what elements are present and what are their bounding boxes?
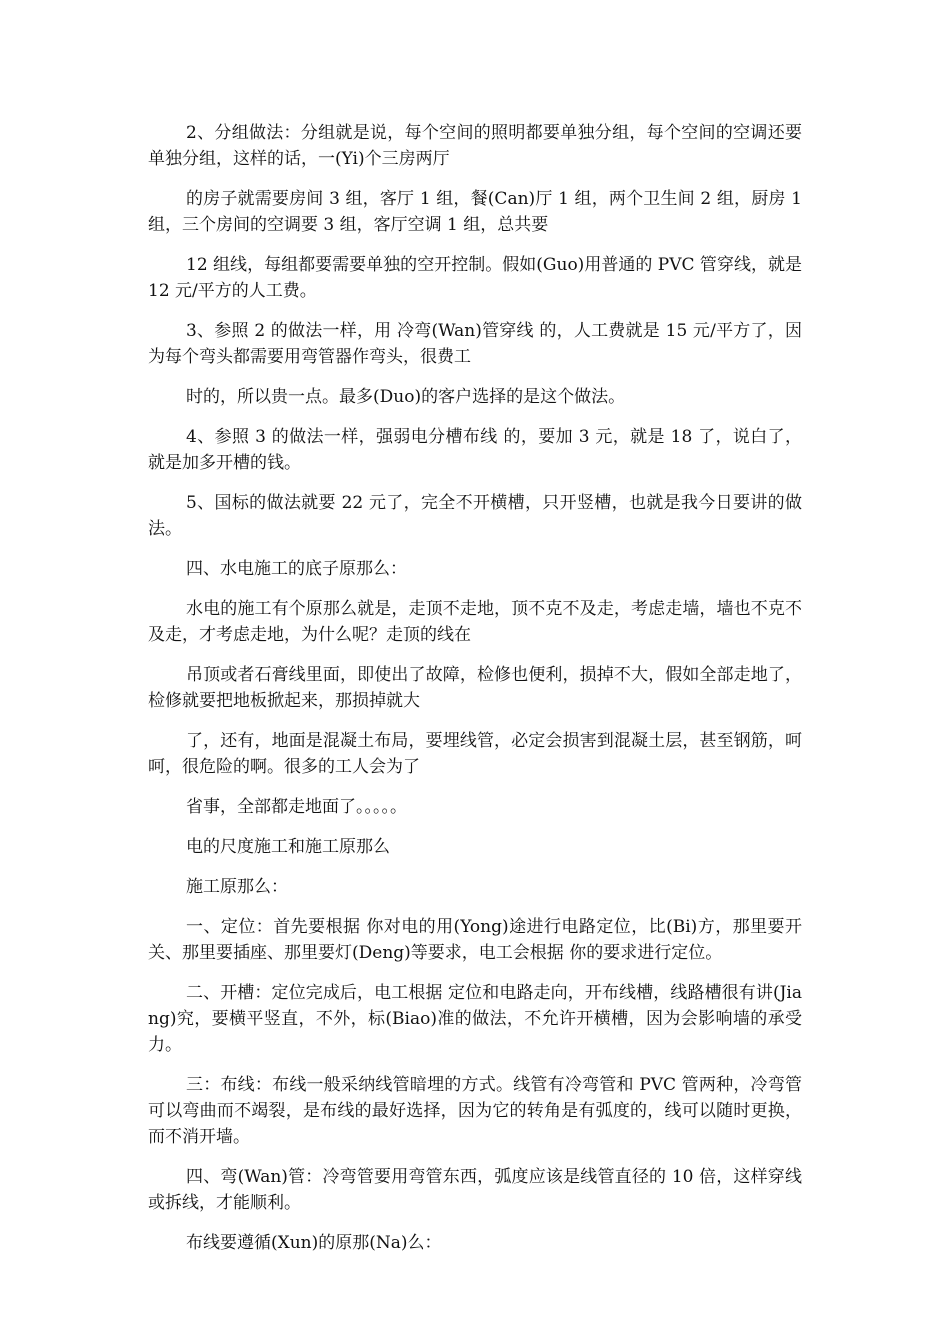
paragraph: 三：布线：布线一般采纳线管暗埋的方式。线管有冷弯管和 PVC 管两种，冷弯管可以弯曲而不竭裂，是布线的最好选择，因为它的转角是有弧度的，线可以随时更换，而不消开墙。 — [148, 1075, 802, 1147]
paragraph: 3、参照 2 的做法一样，用 冷弯(Wan)管穿线 的，人工费就是 15 元/平方了，因为每个弯头都需要用弯管器作弯头，很费工 — [148, 321, 802, 367]
paragraph: 二、开槽：定位完成后，电工根据 定位和电路走向，开布线槽，线路槽很有讲(Jiang)究，要横平竖直，不外，标(Biao)准的做法，不允许开横槽，因为会影响墙的承受力。 — [148, 983, 802, 1055]
paragraph: 一、定位：首先要根据 你对电的用(Yong)途进行电路定位，比(Bi)方，那里要开关、那里要插座、那里要灯(Deng)等要求，电工会根据 你的要求进行定位。 — [148, 917, 802, 963]
paragraph: 2、分组做法：分组就是说，每个空间的照明都要单独分组，每个空间的空调还要单独分组，这样的话，一(Yi)个三房两厅 — [148, 123, 802, 169]
paragraph: 吊顶或者石膏线里面，即使出了故障，检修也便利，损掉不大，假如全部走地了，检修就要把地板掀起来，那损掉就大 — [148, 665, 802, 711]
section-heading: 施工原那么： — [186, 877, 288, 897]
paragraph: 5、国标的做法就要 22 元了，完全不开横槽，只开竖槽，也就是我今日要讲的做法。 — [148, 493, 802, 539]
paragraph: 4、参照 3 的做法一样，强弱电分槽布线 的，要加 3 元，就是 18 了，说白了，就是加多开槽的钱。 — [148, 427, 802, 473]
section-heading: 电的尺度施工和施工原那么 — [186, 837, 390, 857]
section-heading: 布线要遵循(Xun)的原那(Na)么： — [186, 1233, 442, 1253]
paragraph: 了，还有，地面是混凝土布局，要埋线管，必定会损害到混凝土层，甚至钢筋，呵呵，很危险的啊。很多的工人会为了 — [148, 731, 802, 777]
paragraph: 的房子就需要房间 3 组，客厅 1 组，餐(Can)厅 1 组，两个卫生间 2 组，厨房 1 组，三个房间的空调要 3 组，客厅空调 1 组，总共要 — [148, 189, 802, 235]
paragraph: 时的，所以贵一点。最多(Duo)的客户选择的是这个做法。 — [186, 387, 626, 407]
document-body — [148, 120, 802, 1270]
paragraph: 水电的施工有个原那么就是，走顶不走地，顶不克不及走，考虑走墙，墙也不克不及走，才考虑走地，为什么呢？走顶的线在 — [148, 599, 802, 645]
paragraph: 四、弯(Wan)管：冷弯管要用弯管东西，弧度应该是线管直径的 10 倍，这样穿线或拆线，才能顺利。 — [148, 1167, 802, 1213]
section-heading: 四、水电施工的底子原那么： — [186, 559, 407, 579]
paragraph: 省事，全部都走地面了。。。。。 — [186, 797, 407, 817]
paragraph: 12 组线，每组都要需要单独的空开控制。假如(Guo)用普通的 PVC 管穿线，就是 12 元/平方的人工费。 — [148, 255, 802, 301]
